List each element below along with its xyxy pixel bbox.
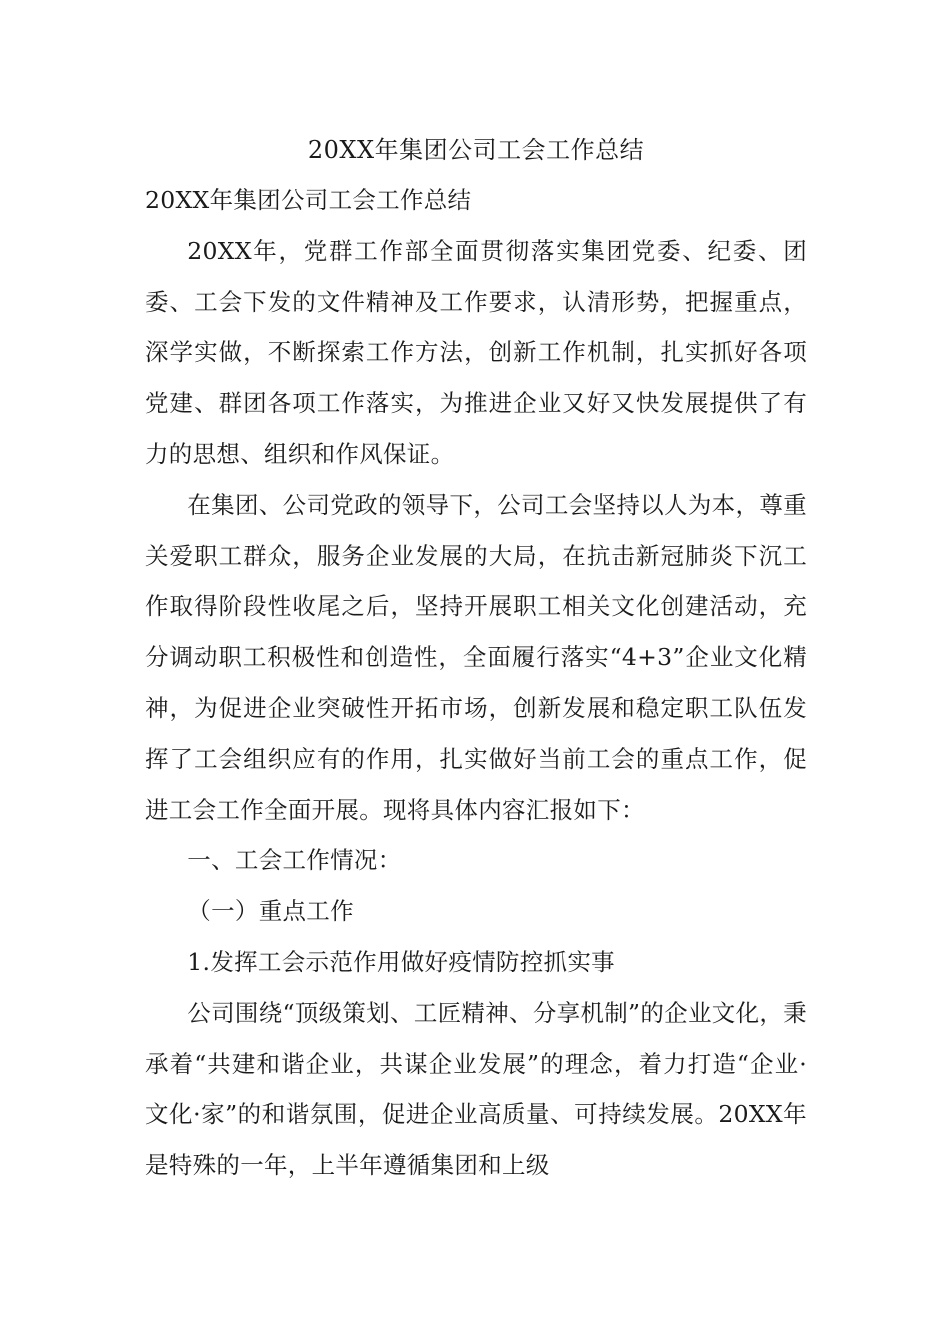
item-heading: 1.发挥工会示范作用做好疫情防控抓实事 [187, 947, 615, 976]
intro-paragraph: 20XX年，党群工作部全面贯彻落实集团党委、纪委、团委、工会下发的文件精神及工作要求，认清形势，把握重点，深学实做，不断探索工作方法，创新工作机制，扎实抓好各项党建、群团各项工作落实，为推进企业又好又快发展提供了有力的思想、组织和作风保证。 [145, 236, 807, 468]
document-page [145, 125, 807, 1191]
document-subtitle: 20XX年集团公司工会工作总结 [145, 186, 472, 214]
item-paragraph: 公司围绕“顶级策划、工匠精神、分享机制”的企业文化，秉承着“共建和谐企业，共谋企业发展”的理念，着力打造“企业·文化·家”的和谐氛围，促进企业高质量、可持续发展。20XX年是特殊的一年，上半年遵循集团和上级 [145, 998, 807, 1180]
subsection-heading: （一）重点工作 [187, 897, 354, 926]
document-title: 20XX年集团公司工会工作总结 [307, 136, 645, 164]
leadership-paragraph: 在集团、公司党政的领导下，公司工会坚持以人为本，尊重关爱职工群众，服务企业发展的大局，在抗击新冠肺炎下沉工作取得阶段性收尾之后，坚持开展职工相关文化创建活动，充分调动职工积极性和创造性，全面履行落实“4+3”企业文化精神，为促进企业突破性开拓市场，创新发展和稳定职工队伍发挥了工会组织应有的作用，扎实做好当前工会的重点工作，促进工会工作全面开展。现将具体内容汇报如下： [145, 490, 807, 824]
section-heading: 一、工会工作情况： [187, 846, 402, 875]
